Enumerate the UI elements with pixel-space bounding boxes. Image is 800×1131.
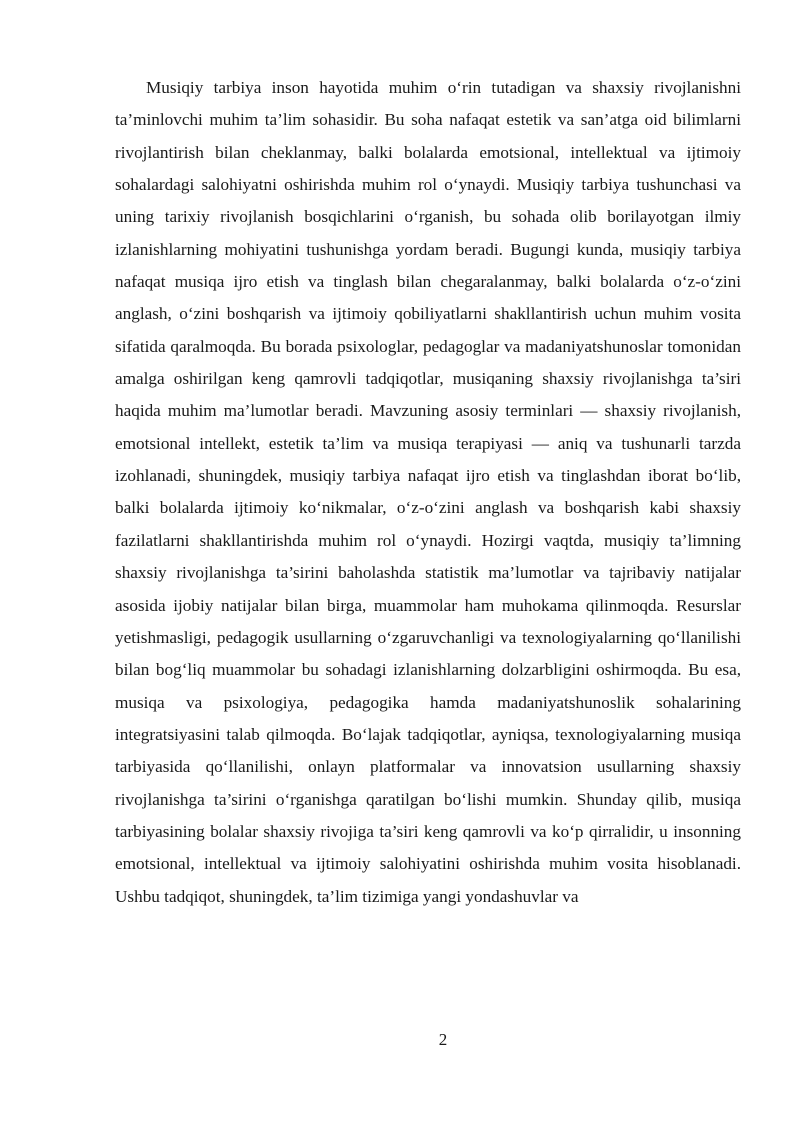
page-number: 2 bbox=[438, 1030, 448, 1049]
body-paragraph: Musiqiy tarbiya inson hayotida muhim o‘rin tutadigan va shaxsiy rivojlanishni ta’minlovchi muhim ta’lim sohasidir. Bu soha nafaqat estetik va san’atga oid bilimlarni rivojlantirish bilan cheklanmay, balki bolalarda emotsional, intellektual va ijtimoiy sohalardagi salohiyatni oshirishda muhim rol o‘ynaydi. Musiqiy tarbiya tushunchasi va uning tarixiy rivojlanish bosqichlarini o‘rganish, bu sohada olib borilayotgan ilmiy izlanishlarning mohiyatini tushunishga yordam beradi. Bugungi kunda, musiqiy tarbiya nafaqat musiqa ijro etish va tinglash bilan chegaralanmay, balki bolalarda o‘z-o‘zini anglash, o‘zini boshqarish va ijtimoiy qobiliyatlarni shakllantirish uchun muhim vosita sifatida qaralmoqda. Bu borada psixologlar, pedagoglar va madaniyatshunoslar tomonidan amalga oshirilgan keng qamrovli tadqiqotlar, musiqaning shaxsiy rivojlanishga ta’siri haqida muhim ma’lumotlar beradi. Mavzuning asosiy terminlari — shaxsiy rivojlanish, emotsional intellekt, estetik ta’lim va musiqa terapiyasi — aniq va tushunarli tarzda izohlanadi, shuningdek, musiqiy tarbiya nafaqat ijro etish va tinglashdan iborat bo‘lib, balki bolalarda ijtimoiy ko‘nikmalar, o‘z-o‘zini anglash va boshqarish kabi shaxsiy fazilatlarni shakllantirishda muhim rol o‘ynaydi. Hozirgi vaqtda, musiqiy ta’limning shaxsiy rivojlanishga ta’sirini baholashda statistik ma’lumotlar va tajribaviy natijalar asosida ijobiy natijalar bilan birga, muammolar ham muhokama qilinmoqda. Resurslar yetishmasligi, pedagogik usullarning o‘zgaruvchanligi va texnologiyalarning qo‘llanilishi bilan bog‘liq muammolar bu sohadagi izlanishlarning dolzarbligini oshirmoqda. Bu esa, musiqa va psixologiya, pedagogika hamda madaniyatshunoslik sohalarining integratsiyasini talab qilmoqda. Bo‘lajak tadqiqotlar, ayniqsa, texnologiyalarning musiqa tarbiyasida qo‘llanilishi, onlayn platformalar va innovatsion usullarning shaxsiy rivojlanishga ta’sirini o‘rganishga qaratilgan bo‘lishi mumkin. Shunday qilib, musiqa tarbiyasining bolalar shaxsiy rivojiga ta’siri keng qamrovli va ko‘p qirralidir, u insonning emotsional, intellektual va ijtimoiy salohiyatini oshirishda muhim vosita hisoblanadi. Ushbu tadqiqot, shuningdek, ta’lim tizimiga yangi yondashuvlar va bbox=[115, 78, 741, 906]
